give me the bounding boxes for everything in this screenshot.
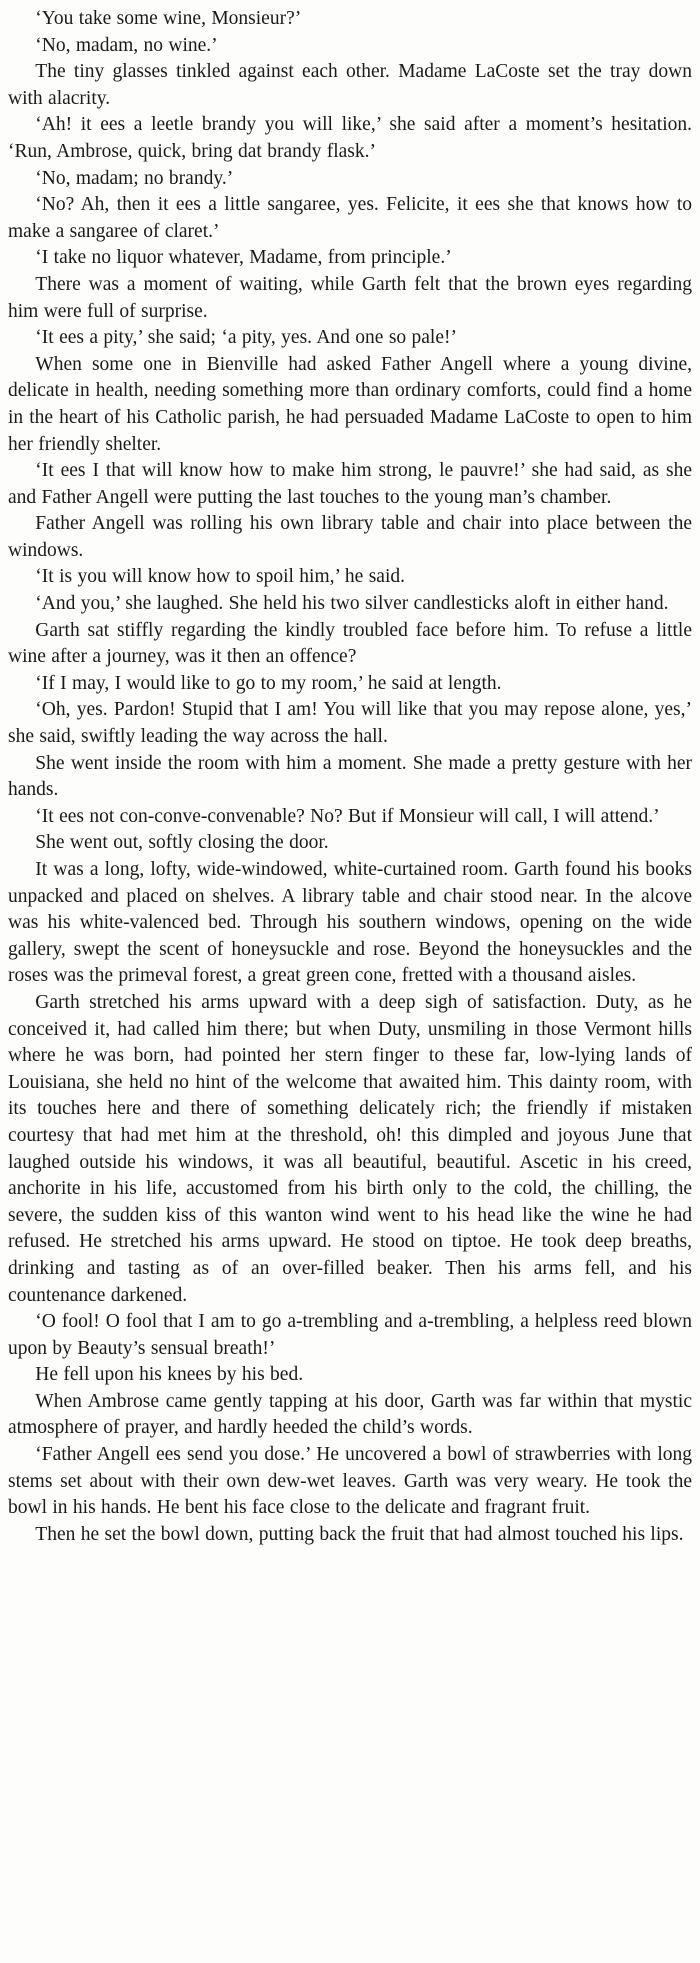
- paragraph: ‘Oh, yes. Pardon! Stupid that I am! You will like that you may repose alone, yes,’ she said, swiftly leading the way across the hall.: [8, 699, 692, 748]
- paragraph: When some one in Bienville had asked Father Angell where a young divine, delicate in health, needing something more than ordinary comforts, could find a home in the heart of his Catholic parish, he had persuaded Madame LaCoste to open to him her friendly shelter.: [8, 353, 692, 455]
- paragraph: The tiny glasses tinkled against each other. Madame LaCoste set the tray down with alacrity.: [8, 61, 692, 109]
- paragraph: She went inside the room with him a moment. She made a pretty gesture with her hands.: [8, 752, 692, 801]
- paragraph: Garth sat stiffly regarding the kindly troubled face before him. To refuse a little wine after a journey, was it then an offence?: [8, 619, 692, 668]
- paragraph: ‘O fool! O fool that I am to go a-trembling and a-trembling, a helpless reed blown upon by Beauty’s sensual breath!’: [8, 1311, 692, 1359]
- paragraph: He fell upon his knees by his bed.: [35, 1364, 304, 1386]
- article-text: [8, 6, 692, 1548]
- paragraph: Then he set the bowl down, putting back the fruit that had almost touched his lips.: [35, 1523, 684, 1545]
- paragraph: ‘No, madam; no brandy.’: [35, 167, 234, 189]
- paragraph: It was a long, lofty, wide-windowed, white-curtained room. Garth found his books unpacked and placed on shelves. A library table and chair stood near. In the alcove was his white-valenced bed. Through his southern windows, opening on the wide gallery, swept the scent of honeysuckle and rose. Beyond the honeysuckles and the roses was the primeval forest, a great green cone, fretted with a thousand aisles.: [8, 859, 692, 987]
- paragraph: When Ambrose came gently tapping at his door, Garth was far within that mystic atmosphere of prayer, and hardly heeded the child’s words.: [8, 1390, 692, 1439]
- paragraph: ‘And you,’ she laughed. She held his two silver candlesticks aloft in either hand.: [35, 593, 669, 615]
- paragraph: ‘I take no liquor whatever, Madame, from principle.’: [35, 247, 452, 269]
- paragraph: ‘It ees a pity,’ she said; ‘a pity, yes. And one so pale!’: [35, 327, 457, 349]
- paragraph: There was a moment of waiting, while Garth felt that the brown eyes regarding him were full of surprise.: [8, 273, 692, 322]
- paragraph: ‘Ah! it ees a leetle brandy you will like,’ she said after a moment’s hesitation. ‘Run, Ambrose, quick, bring dat brandy flask.’: [8, 114, 692, 162]
- paragraph: ‘It ees I that will know how to make him strong, le pauvre!’ she had said, as she and Father Angell were putting the last touches to the young man’s chamber.: [8, 460, 692, 508]
- paragraph: ‘No? Ah, then it ees a little sangaree, yes. Felicite, it ees she that knows how to make a sangaree of claret.’: [8, 194, 692, 242]
- paragraph: ‘It ees not con-conve-convenable? No? But if Monsieur will call, I will attend.’: [35, 805, 660, 827]
- paragraph: ‘No, madam, no wine.’: [35, 34, 218, 56]
- paragraph: ‘You take some wine, Monsieur?’: [35, 8, 302, 29]
- paragraph: She went out, softly closing the door.: [35, 832, 329, 854]
- paragraph: Garth stretched his arms upward with a deep sigh of satisfaction. Duty, as he conceived it, had called him there; but when Duty, unsmiling in those Vermont hills where he was born, had pointed her stern finger to these far, low-lying lands of Louisiana, she held no hint of the welcome that awaited him. This dainty room, with its touches here and there of something delicately rich; the friendly if mistaken courtesy that had met him at the threshold, oh! this dimpled and joyous June that laughed outside his windows, it was all beautiful, beautiful. Ascetic in his creed, anchorite in his life, accustomed from his birth only to the cold, the chilling, the severe, the sudden kiss of this wanton wind went to his head like the wine he had refused. He stretched his arms upward. He stood on tiptoe. He took deep breaths, drinking and tasting as of an over-filled beaker. Then his arms fell, and his countenance darkened.: [8, 991, 692, 1306]
- paragraph: Father Angell was rolling his own library table and chair into place between the windows.: [8, 513, 692, 561]
- paragraph: ‘It is you will know how to spoil him,’ he said.: [35, 566, 405, 588]
- paragraph: ‘Father Angell ees send you dose.’ He uncovered a bowl of strawberries with long stems set about with their own dew-wet leaves. Garth was very weary. He took the bowl in his hands. He bent his face close to the delicate and fragrant fruit.: [8, 1444, 692, 1519]
- paragraph: ‘If I may, I would like to go to my room,’ he said at length.: [35, 672, 502, 694]
